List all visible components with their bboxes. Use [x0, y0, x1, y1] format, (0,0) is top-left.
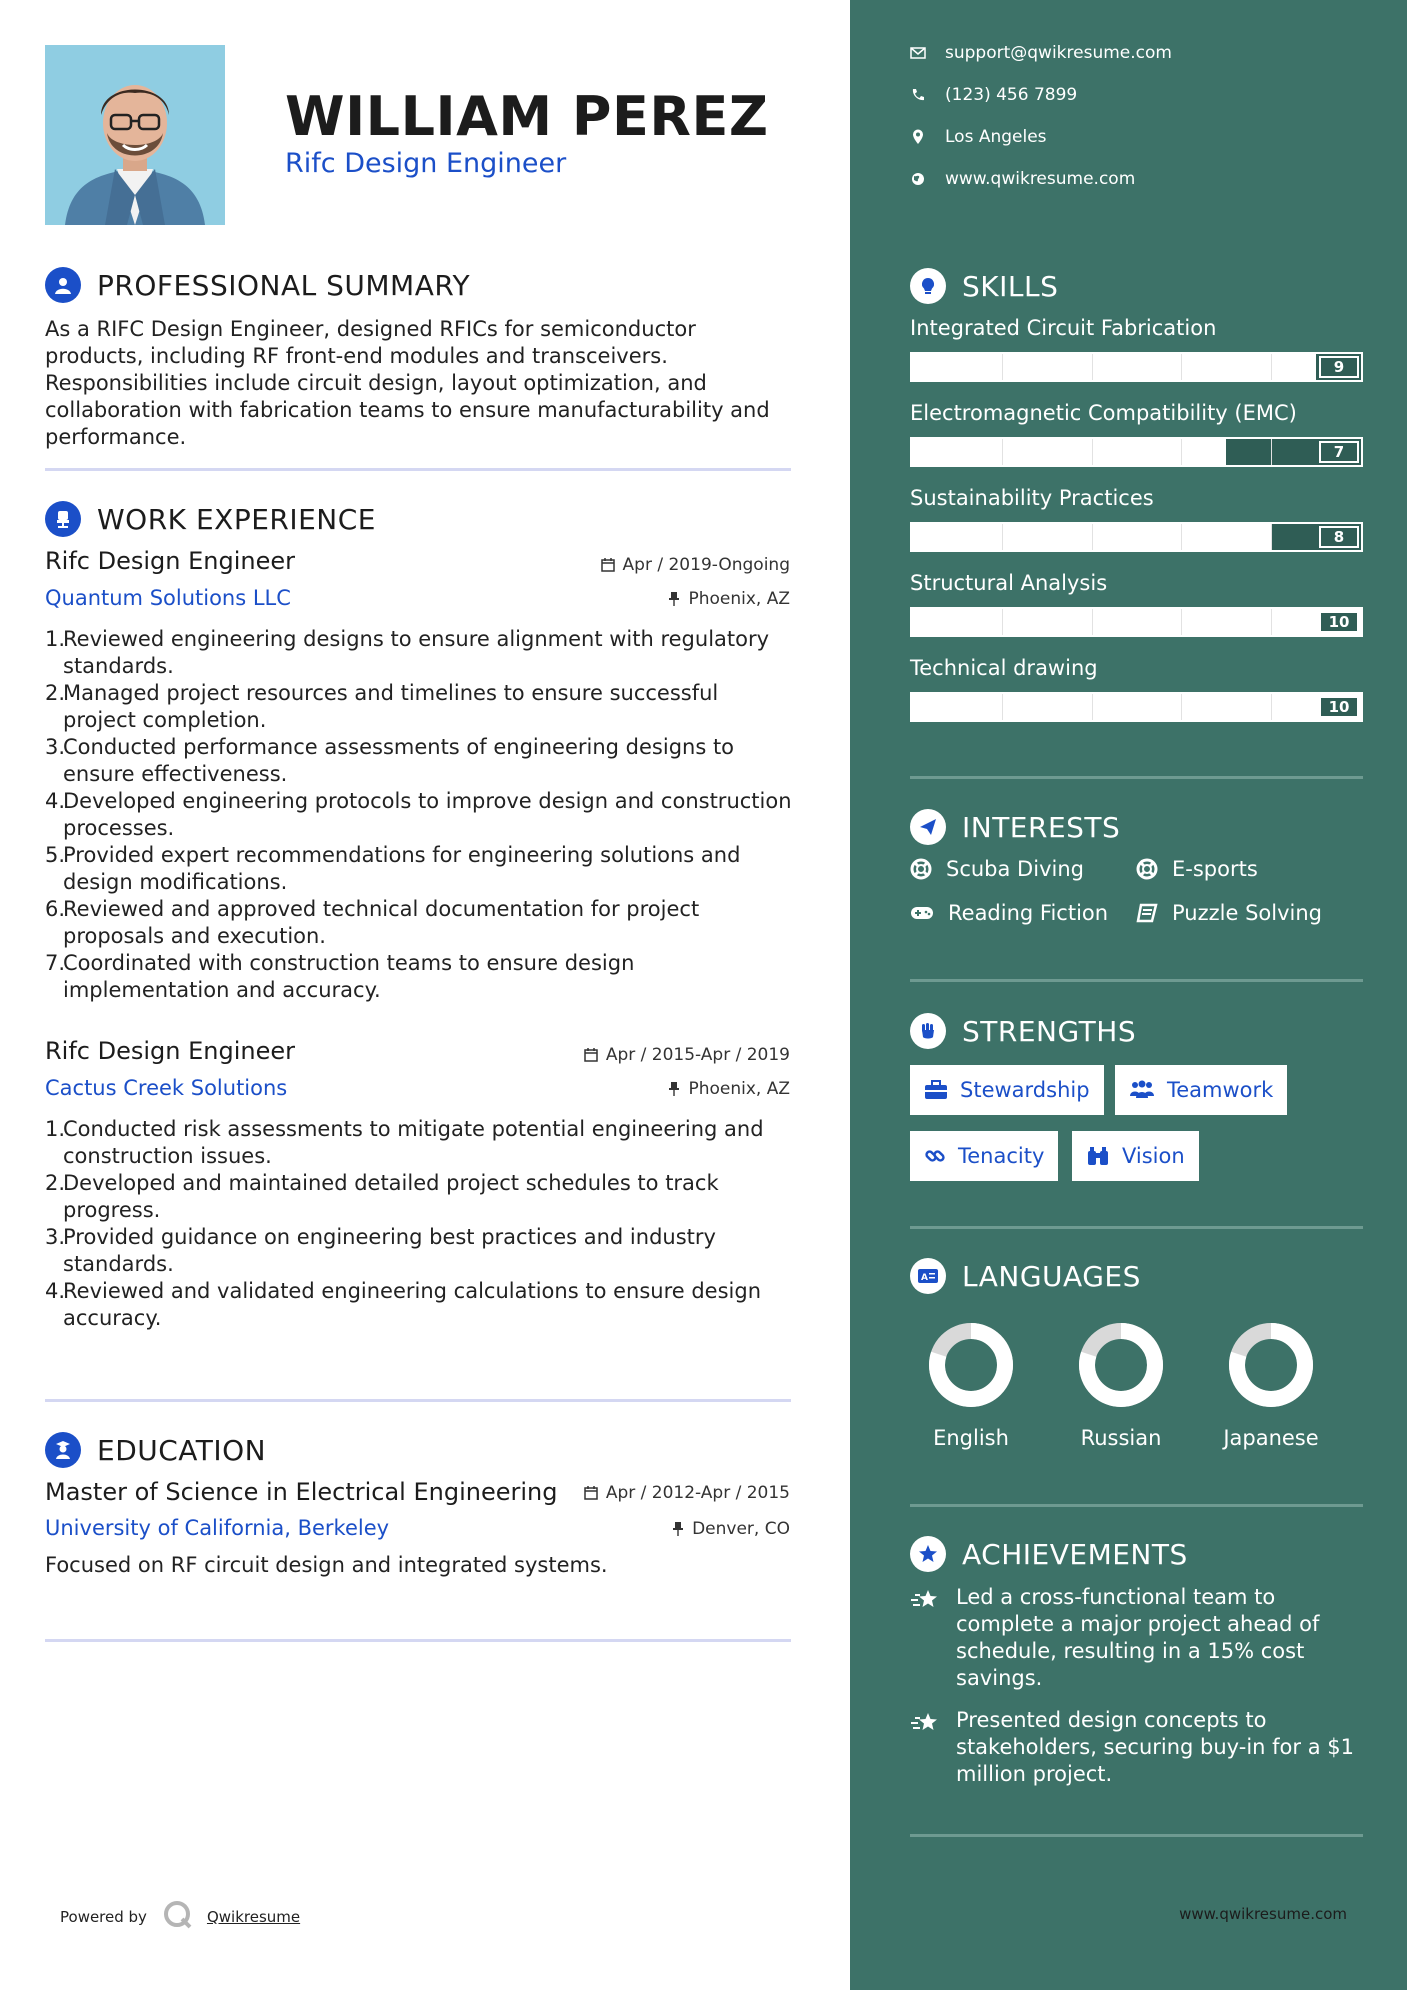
skill-level-badge: 9 — [1319, 356, 1359, 378]
skill-segment-divider — [1092, 694, 1093, 720]
interest-item — [1136, 901, 1322, 925]
calendar-icon — [584, 1048, 598, 1062]
briefcase-icon — [924, 1080, 948, 1100]
job-company: Quantum Solutions LLC — [45, 586, 291, 610]
contact-phone[interactable] — [910, 85, 1077, 105]
svg-text:A: A — [921, 1273, 928, 1283]
skill-segment-divider — [1181, 524, 1182, 550]
skill-level-bar — [910, 437, 1363, 467]
candidate-name: WILLIAM PEREZ — [285, 85, 769, 148]
achievement-item — [910, 1584, 1363, 1692]
footer-site-link[interactable]: www.qwikresume.com — [1179, 1905, 1347, 1923]
language-label: Japanese — [1223, 1426, 1319, 1450]
skill-level-bar — [910, 522, 1363, 552]
job-duties — [45, 1116, 795, 1332]
strength-badge — [1072, 1131, 1199, 1181]
skill-level-fill — [912, 694, 1361, 720]
skill-segment-divider — [1002, 694, 1003, 720]
skill-level-fill — [912, 609, 1361, 635]
summary-text: As a RIFC Design Engineer, designed RFICs for semiconductor products, including RF front-end modules and transceivers. Responsibilities include circuit design, layout optimization, and collaboration with fabrication teams to ensure manufacturability and performance. — [45, 317, 770, 449]
job-location — [668, 589, 790, 609]
job-duties — [45, 626, 795, 1004]
achievements-title: ACHIEVEMENTS — [962, 1537, 1188, 1571]
shooting-star-icon — [910, 1584, 940, 1692]
skill-segment-divider — [1271, 524, 1272, 550]
skill-label: Sustainability Practices — [910, 486, 1154, 510]
binoculars-icon — [1086, 1145, 1110, 1167]
skill-segment-divider — [1181, 354, 1182, 380]
link-icon — [924, 1145, 946, 1167]
interest-label: Puzzle Solving — [1172, 901, 1322, 925]
hand-icon — [910, 1013, 946, 1049]
achievement-text: Led a cross-functional team to complete a major project ahead of schedule, resulting in a 15% cost savings. — [956, 1585, 1320, 1690]
language-icon — [910, 1258, 946, 1294]
skill-level-fill — [912, 439, 1226, 465]
language-label: Russian — [1080, 1426, 1162, 1450]
pin-icon — [668, 592, 680, 606]
contact-location — [910, 127, 1047, 147]
skill-segment-divider — [1181, 439, 1182, 465]
envelope-icon — [910, 47, 926, 59]
languages-title: LANGUAGES — [962, 1259, 1141, 1293]
job-dates — [584, 1045, 790, 1065]
skill-level-badge: 10 — [1319, 696, 1359, 718]
skill-segment-divider — [1092, 524, 1093, 550]
interest-item — [910, 857, 1084, 881]
lifebuoy-icon — [1136, 858, 1158, 880]
skill-segment-divider — [1002, 609, 1003, 635]
job-location-text: Phoenix, AZ — [688, 1079, 790, 1099]
strength-badge — [910, 1131, 1058, 1181]
skill-level-fill — [912, 354, 1316, 380]
list-item: 5. Provided expert recommendations for engineering solutions and design modifications. — [45, 843, 741, 894]
contact-website-text: www.qwikresume.com — [945, 169, 1136, 189]
education-location — [672, 1519, 790, 1539]
divider — [910, 776, 1363, 779]
list-item: 3. Provided guidance on engineering best practices and industry standards. — [45, 1225, 716, 1276]
language-item — [1216, 1320, 1326, 1450]
skills-title: SKILLS — [962, 269, 1059, 303]
job-dates — [601, 555, 790, 575]
lifebuoy-icon — [910, 858, 932, 880]
strength-label: Stewardship — [960, 1078, 1090, 1102]
skill-level-badge: 10 — [1319, 611, 1359, 633]
language-item — [916, 1320, 1026, 1450]
skill-segment-divider — [1002, 524, 1003, 550]
job-location — [668, 1079, 790, 1099]
divider — [910, 1504, 1363, 1507]
pin-icon — [668, 1082, 680, 1096]
list-item: 1. Reviewed engineering designs to ensure alignment with regulatory standards. — [45, 627, 770, 678]
job-dates-text: Apr / 2019-Ongoing — [622, 555, 790, 575]
skill-segment-divider — [1181, 609, 1182, 635]
user-icon — [45, 267, 81, 303]
education-location-text: Denver, CO — [692, 1519, 790, 1539]
experience-title: WORK EXPERIENCE — [97, 502, 376, 536]
achievements-heading — [910, 1536, 1188, 1572]
skill-level-bar — [910, 352, 1363, 382]
skill-segment-divider — [1271, 609, 1272, 635]
summary-heading — [45, 267, 470, 303]
summary-title: PROFESSIONAL SUMMARY — [97, 268, 471, 302]
interest-label: Scuba Diving — [946, 857, 1084, 881]
strength-label: Vision — [1122, 1144, 1185, 1168]
strength-badge — [1115, 1065, 1287, 1115]
users-icon — [1129, 1080, 1155, 1100]
list-item: 1. Conducted risk assessments to mitigate potential engineering and construction issues. — [45, 1117, 764, 1168]
education-title: EDUCATION — [97, 1433, 267, 1467]
list-item: 2. Developed and maintained detailed project schedules to track progress. — [45, 1171, 719, 1222]
skill-level-badge: 8 — [1319, 526, 1359, 548]
skill-level-bar — [910, 692, 1363, 722]
languages-heading — [910, 1258, 1141, 1294]
divider — [45, 1399, 791, 1402]
list-item: 7. Coordinated with construction teams to ensure design implementation and accuracy. — [45, 951, 635, 1002]
skill-segment-divider — [1271, 354, 1272, 380]
degree-title: Master of Science in Electrical Engineering — [45, 1478, 558, 1506]
interest-item — [1136, 857, 1258, 881]
list-item: 4. Reviewed and validated engineering calculations to ensure design accuracy. — [45, 1279, 762, 1330]
chair-icon — [45, 501, 81, 537]
achievement-text: Presented design concepts to stakeholders, securing buy-in for a $1 million project. — [956, 1708, 1354, 1786]
contact-phone-text: (123) 456 7899 — [945, 85, 1078, 105]
skills-heading — [910, 268, 1058, 304]
qwikresume-link[interactable]: Qwikresume — [206, 1908, 301, 1926]
strength-label: Tenacity — [958, 1144, 1045, 1168]
map-marker-icon — [910, 129, 926, 145]
school-name: University of California, Berkeley — [45, 1516, 390, 1540]
education-dates-text: Apr / 2012-Apr / 2015 — [605, 1483, 790, 1503]
globe-icon — [910, 172, 926, 186]
skill-level-bar — [910, 607, 1363, 637]
candidate-role: Rifc Design Engineer — [285, 148, 567, 179]
job-dates-text: Apr / 2015-Apr / 2019 — [605, 1045, 790, 1065]
language-level-donut — [1066, 1320, 1176, 1410]
skill-segment-divider — [1271, 439, 1272, 465]
contact-email[interactable] — [910, 43, 1172, 63]
language-level-donut — [1216, 1320, 1326, 1410]
calendar-icon — [584, 1486, 598, 1500]
skill-segment-divider — [1181, 694, 1182, 720]
list-item: 3. Conducted performance assessments of engineering designs to ensure effectiveness. — [45, 735, 735, 786]
calendar-icon — [601, 558, 615, 572]
divider — [910, 979, 1363, 982]
skill-segment-divider — [1271, 694, 1272, 720]
skill-segment-divider — [1002, 439, 1003, 465]
sidebar — [850, 0, 1407, 1990]
skill-label: Integrated Circuit Fabrication — [910, 316, 1217, 340]
achievement-item — [910, 1707, 1363, 1788]
experience-heading — [45, 501, 376, 537]
graduate-icon — [45, 1432, 81, 1468]
phone-icon — [910, 88, 926, 102]
education-dates — [584, 1483, 790, 1503]
strengths-heading — [910, 1013, 1136, 1049]
job-location-text: Phoenix, AZ — [688, 589, 790, 609]
divider — [910, 1834, 1363, 1837]
strengths-title: STRENGTHS — [962, 1014, 1137, 1048]
interest-label: Reading Fiction — [948, 901, 1109, 925]
interests-title: INTERESTS — [962, 810, 1121, 844]
pin-icon — [672, 1522, 684, 1536]
skill-label: Technical drawing — [910, 656, 1098, 680]
skill-label: Electromagnetic Compatibility (EMC) — [910, 401, 1297, 425]
skill-label: Structural Analysis — [910, 571, 1108, 595]
language-label: English — [933, 1426, 1009, 1450]
strength-label: Teamwork — [1167, 1078, 1274, 1102]
lightbulb-icon — [910, 268, 946, 304]
education-description: Focused on RF circuit design and integrated systems. — [45, 1553, 608, 1577]
list-item: 4. Developed engineering protocols to improve design and construction processes. — [45, 789, 792, 840]
list-item: 6. Reviewed and approved technical documentation for project proposals and execution. — [45, 897, 700, 948]
list-item: 2. Managed project resources and timelines to ensure successful project completion. — [45, 681, 719, 732]
contact-location-text: Los Angeles — [945, 127, 1047, 147]
job-title: Rifc Design Engineer — [45, 1037, 295, 1065]
job-company: Cactus Creek Solutions — [45, 1076, 288, 1100]
gamepad-icon — [910, 905, 934, 921]
skill-segment-divider — [1092, 609, 1093, 635]
skill-segment-divider — [1092, 354, 1093, 380]
strength-badge — [910, 1065, 1104, 1115]
divider — [910, 1226, 1363, 1229]
footer-credit — [60, 1900, 300, 1934]
shooting-star-icon — [910, 1707, 940, 1788]
qwikresume-logo-icon — [163, 1900, 193, 1934]
education-heading — [45, 1432, 266, 1468]
contact-email-text: support@qwikresume.com — [945, 43, 1172, 63]
job-title: Rifc Design Engineer — [45, 547, 295, 575]
skill-level-badge: 7 — [1319, 441, 1359, 463]
interest-item — [910, 901, 1108, 925]
language-item — [1066, 1320, 1176, 1450]
skill-segment-divider — [1002, 354, 1003, 380]
book-icon — [1136, 903, 1158, 923]
skill-segment-divider — [1092, 439, 1093, 465]
divider — [45, 1639, 791, 1642]
star-badge-icon — [910, 1536, 946, 1572]
powered-by-text: Powered by — [60, 1908, 147, 1926]
interests-heading — [910, 809, 1120, 845]
contact-website[interactable] — [910, 169, 1135, 189]
interest-label: E-sports — [1172, 857, 1258, 881]
divider — [45, 468, 791, 471]
language-level-donut — [916, 1320, 1026, 1410]
profile-photo — [45, 45, 225, 225]
paper-plane-icon — [910, 809, 946, 845]
